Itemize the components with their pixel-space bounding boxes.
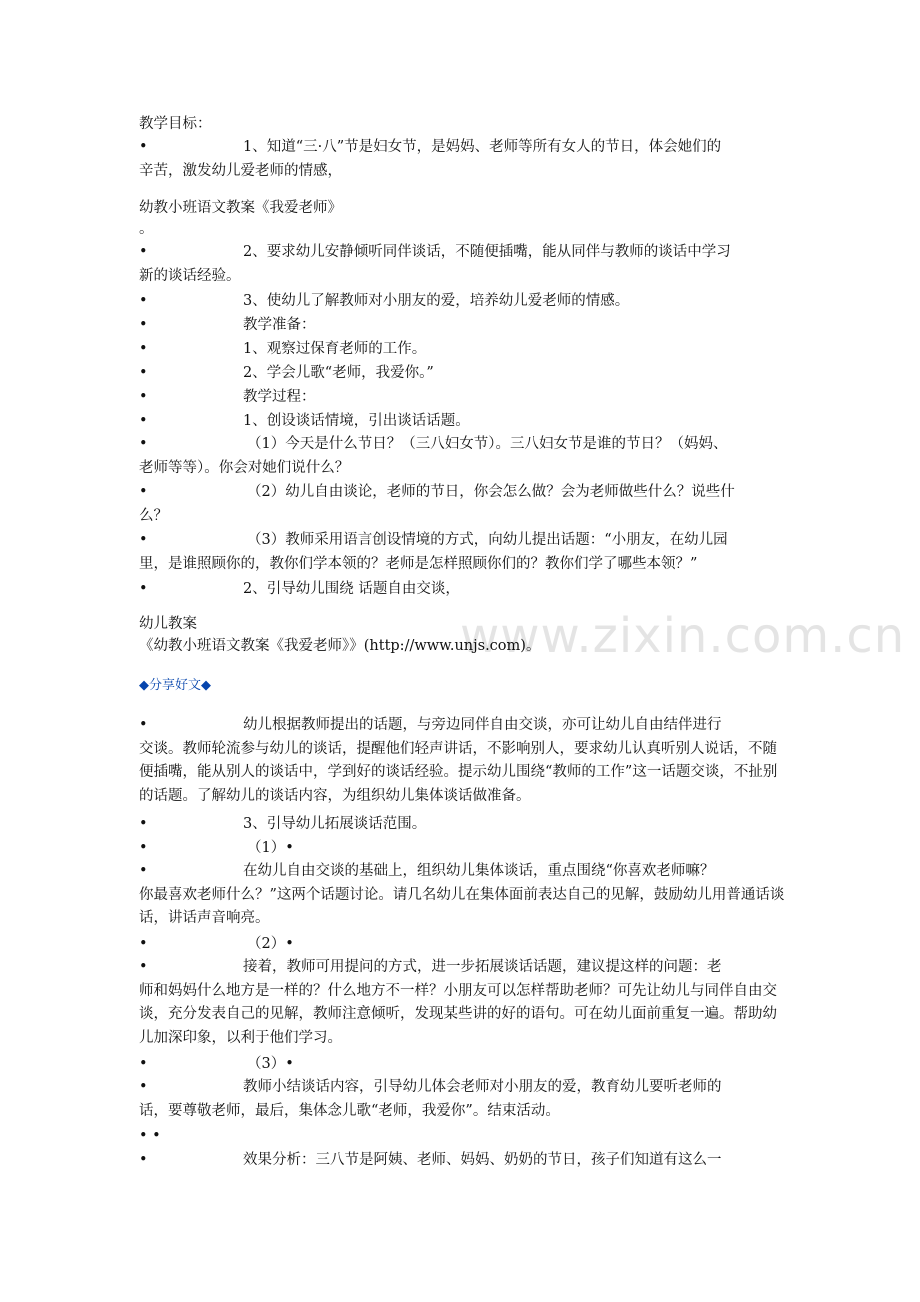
bullet-icon: •: [139, 816, 148, 832]
bullet-icon: •: [139, 532, 148, 548]
text-line: • 1、观察过保育老师的工作。: [139, 337, 789, 361]
text-line: • •: [139, 1128, 161, 1144]
bullet-icon: •: [139, 484, 148, 500]
text-paragraph: • 2、要求幼儿安静倾听同伴谈话，不随便插嘴，能从同伴与教师的谈话中学习 新的谈话经验。: [139, 241, 785, 288]
bullet-icon: •: [139, 139, 148, 155]
share-link[interactable]: ◆分享好文◆: [139, 678, 211, 693]
text-paragraph: • 接着，教师可用提问的方式，进一步拓展谈话话题，建议提这样的问题：老 师和妈妈什么地方是一样的？什么地方不一样？小朋友可以怎样帮助老师？可先让幼儿与同伴自由交谈，充分发表自己的见解，教师注意倾听，发现某些讲的好的语句。可在幼儿面前重复一遍。帮助幼儿加深印象，以利于他们学习。: [139, 956, 785, 1050]
text-line: • 3、引导幼儿拓展谈话范围。: [139, 812, 789, 836]
bullet-icon: •: [139, 389, 148, 405]
text-line: • 教学准备：: [139, 313, 789, 337]
text-paragraph: • 1、知道“三·八”节是妇女节，是妈妈、老师等所有女人的节日，体会她们的 辛苦，激发幼儿爱老师的情感，: [139, 136, 785, 183]
bullet-icon: •: [139, 1152, 148, 1168]
bullet-icon: •: [139, 341, 148, 357]
text-line: • 2、引导幼儿围绕 话题自由交谈，: [139, 577, 789, 601]
text-line: • 2、学会儿歌“老师，我爱你。”: [139, 361, 789, 385]
bullet-icon: •: [139, 863, 148, 879]
bullet-icon: •: [139, 293, 148, 309]
bullet-icon: •: [139, 717, 148, 733]
bullet-icon: •: [139, 365, 148, 381]
bullet-icon: •: [139, 840, 148, 856]
text-line: • 1、创设谈话情境，引出谈话话题。: [139, 409, 789, 433]
text-paragraph: • 幼儿根据教师提出的话题，与旁边同伴自由交谈，亦可让幼儿自由结伴进行 交谈。教师轮流参与幼儿的谈话，提醒他们轻声讲话，不影响别人，要求幼儿认真听别人说话，不随便插嘴，能从别人的谈话中，学到好的谈话经验。提示幼儿围绕“教师的工作”这一话题交谈，不扯别的话题。了解幼儿的谈话内容，为组织幼儿集体谈话做准备。: [139, 714, 785, 808]
bullet-icon: •: [139, 413, 148, 429]
text-line: • （3）•: [139, 1052, 789, 1076]
text-paragraph: • 教师小结谈话内容，引导幼儿体会老师对小朋友的爱，教育幼儿要听老师的 话，要尊敬老师，最后，集体念儿歌“老师，我爱你”。结束活动。: [139, 1076, 785, 1123]
text-paragraph: • （2）幼儿自由谈论，老师的节日，你会怎么做？会为老师做些什么？说些什 么？: [139, 481, 785, 528]
text-paragraph: • （1）今天是什么节日？（三八妇女节）。三八妇女节是谁的节日？（妈妈、 老师等等）。你会对她们说什么？: [139, 433, 785, 480]
bullet-icon: •: [139, 959, 148, 975]
bullet-icon: •: [139, 581, 148, 597]
bullet-icon: •: [139, 1056, 148, 1072]
text-line: 幼教小班语文教案《我爱老师》: [139, 200, 342, 216]
bullet-icon: •: [139, 1079, 148, 1095]
text-line: • （2）•: [139, 932, 789, 956]
bullet-icon: •: [139, 936, 148, 952]
text-line: • 教学过程：: [139, 385, 789, 409]
bullet-icon: •: [139, 436, 148, 452]
text-line: • （1）•: [139, 836, 789, 860]
text-line: 教学目标：: [139, 116, 212, 132]
watermark: www.zixin.com.cn: [460, 608, 906, 664]
bullet-icon: •: [139, 317, 148, 333]
text-line: • 效果分析：三八节是阿姨、老师、妈妈、奶奶的节日，孩子们知道有这么一: [139, 1148, 789, 1172]
bullet-icon: •: [139, 244, 148, 260]
text-paragraph: • 在幼儿自由交谈的基础上，组织幼儿集体谈话，重点围绕“你喜欢老师嘛？ 你最喜欢老师什么？”这两个话题讨论。请几名幼儿在集体面前表达自己的见解，鼓励幼儿用普通话谈话，讲话声音响亮。: [139, 860, 785, 931]
text-line: 《幼教小班语文教案《我爱老师》》(http://www.unjs.com)。: [139, 638, 541, 654]
text-line: 。: [139, 221, 154, 237]
text-paragraph: • （3）教师采用语言创设情境的方式，向幼儿提出话题：“小朋友，在幼儿园 里，是谁照顾你的，教你们学本领的？老师是怎样照顾你们的？教你们学了哪些本领？”: [139, 529, 785, 576]
text-line: • 3、使幼儿了解教师对小朋友的爱，培养幼儿爱老师的情感。: [139, 289, 789, 313]
text-line: 幼儿教案: [139, 616, 197, 632]
